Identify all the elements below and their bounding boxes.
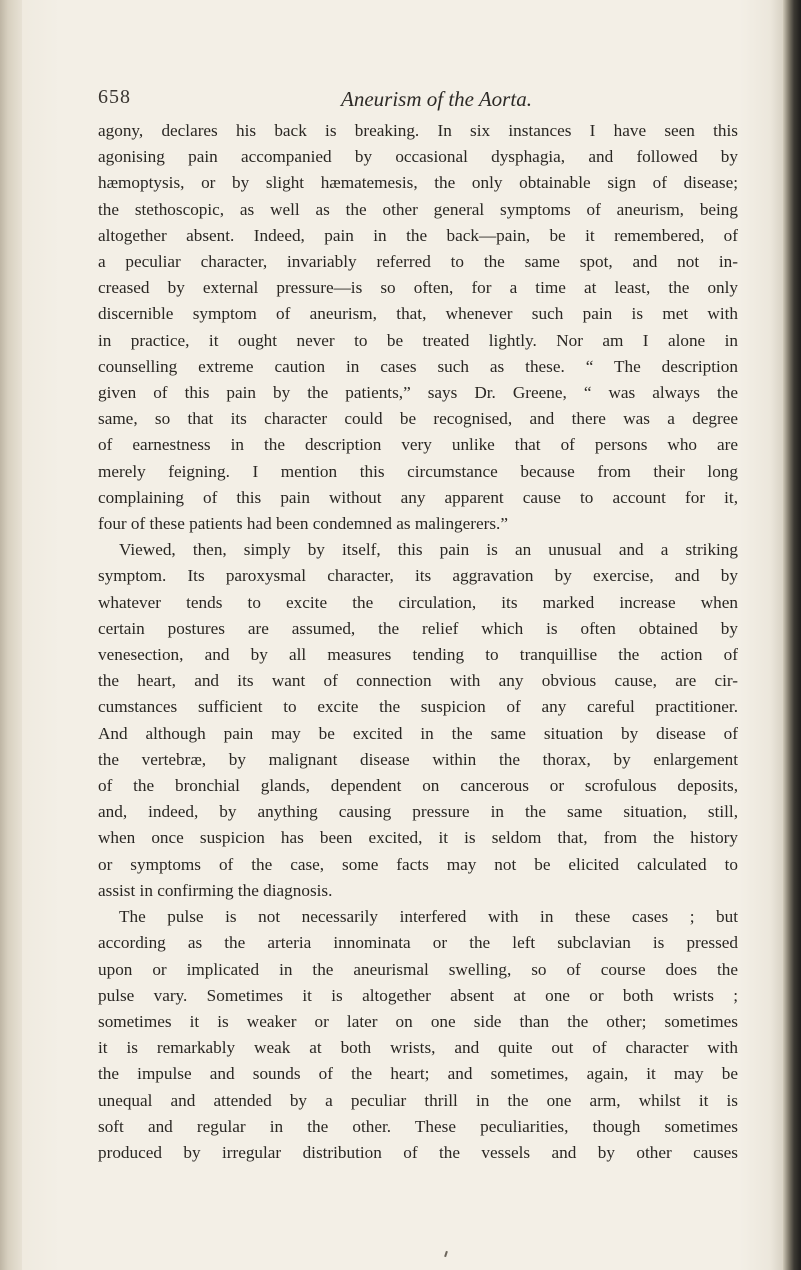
text-line: the vertebræ, by malignant disease within the thorax, by enlargement	[98, 749, 738, 769]
text-line: or symptoms of the case, some facts may not be elicited calculated to	[98, 854, 738, 874]
text-line: produced by irregular distribution of the vessels and by other causes	[98, 1142, 738, 1162]
text-line: the heart, and its want of connection with any obvious cause, are cir-	[98, 671, 738, 691]
text-line: in practice, it ought never to be treated lightly. Nor am I alone in	[98, 330, 738, 350]
page-edge-shadow	[783, 0, 801, 1270]
text-line: the impulse and sounds of the heart; and sometimes, again, it may be	[98, 1064, 738, 1084]
text-line: and, indeed, by anything causing pressure in the same situation, still,	[98, 802, 738, 822]
running-title: Aneurism of the Aorta.	[341, 87, 532, 111]
text-line: agony, declares his back is breaking. In six instances I have seen this	[98, 121, 738, 140]
text-line: of earnestness in the description very unlike that of persons who are	[98, 435, 738, 455]
text-line: sometimes it is weaker or later on one side than the other; sometimes	[98, 1011, 738, 1031]
text-line: four of these patients had been condemned as malingerers.”	[98, 514, 508, 534]
text-line: assist in confirming the diagnosis.	[98, 880, 333, 900]
text-line: unequal and attended by a peculiar thrill in the one arm, whilst it is	[98, 1090, 738, 1110]
text-line: discernible symptom of aneurism, that, whenever such pain is met with	[98, 304, 738, 324]
text-line: cumstances sufficient to excite the suspicion of any careful practitioner.	[98, 697, 738, 717]
text-line: whatever tends to excite the circulation, its marked increase when	[98, 592, 738, 612]
text-line: symptom. Its paroxysmal character, its aggravation by exercise, and by	[98, 566, 738, 586]
text-line: venesection, and by all measures tending to tranquillise the action of	[98, 645, 738, 665]
text-line: when once suspicion has been excited, it is seldom that, from the history	[98, 828, 738, 848]
text-line: The pulse is not necessarily interfered with in these cases ; but	[119, 907, 738, 927]
text-line: it is remarkably weak at both wrists, and quite out of character with	[98, 1038, 738, 1058]
text-line: creased by external pressure—is so often, for a time at least, the only	[98, 278, 738, 298]
text-line: altogether absent. Indeed, pain in the back—pain, be it remembered, of	[98, 225, 738, 245]
text-line: agonising pain accompanied by occasional dysphagia, and followed by	[98, 147, 738, 167]
text-line: according as the arteria innominata or the left subclavian is pressed	[98, 933, 738, 953]
text-line: hæmoptysis, or by slight hæmatemesis, the only obtainable sign of disease;	[98, 173, 738, 193]
page-gutter-shadow	[0, 0, 22, 1270]
paper-speck	[444, 1251, 448, 1257]
text-line: complaining of this pain without any apparent cause to account for it,	[98, 487, 738, 507]
text-line: the stethoscopic, as well as the other general symptoms of aneurism, being	[98, 199, 738, 219]
text-line: counselling extreme caution in cases such as these. “ The description	[98, 356, 738, 376]
text-line: same, so that its character could be recognised, and there was a degree	[98, 409, 738, 429]
page-number: 658	[98, 86, 131, 108]
text-line: pulse vary. Sometimes it is altogether absent at one or both wrists ;	[98, 985, 738, 1005]
text-line: And although pain may be excited in the same situation by disease of	[98, 723, 738, 743]
text-line: given of this pain by the patients,” says Dr. Greene, “ was always the	[98, 383, 738, 403]
page-header	[98, 86, 738, 116]
text-line: a peculiar character, invariably referred to the same spot, and not in-	[98, 252, 738, 272]
text-line: merely feigning. I mention this circumstance because from their long	[98, 461, 738, 481]
text-line: upon or implicated in the aneurismal swelling, so of course does the	[98, 959, 738, 979]
text-line: Viewed, then, simply by itself, this pain is an unusual and a striking	[119, 540, 738, 560]
text-line: certain postures are assumed, the relief which is often obtained by	[98, 618, 738, 638]
text-line: soft and regular in the other. These peculiarities, though sometimes	[98, 1116, 738, 1136]
text-line: of the bronchial glands, dependent on cancerous or scrofulous deposits,	[98, 776, 738, 796]
body-text	[98, 118, 738, 1166]
